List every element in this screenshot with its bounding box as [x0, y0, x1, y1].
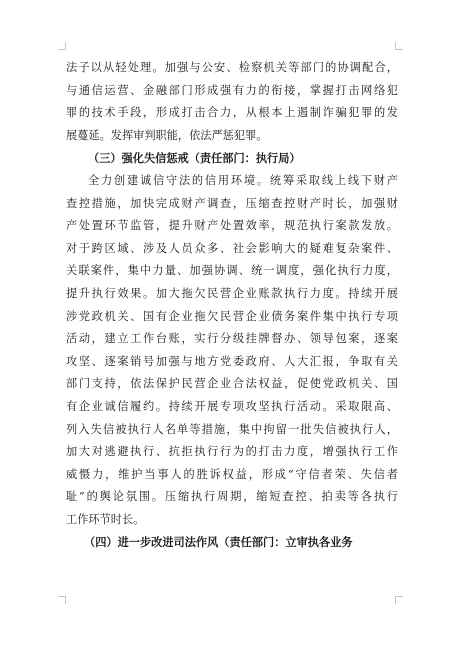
- document-body: [66, 57, 398, 554]
- body-line: 与通信运营、金融部门形成强有力的衔接，掌握打击网络犯: [66, 83, 398, 97]
- body-line: 攻坚、逐案销号加强与地方党委政府、人大汇报，争取有关: [66, 354, 398, 368]
- body-line: 关联案件，集中力量、加强协调、统一调度，强化执行力度，: [66, 264, 398, 278]
- body-line: 工作环节时长。: [66, 512, 145, 526]
- crop-mark-bottom-left: [58, 596, 66, 604]
- body-line: 提升执行效果。加大拖欠民营企业账款执行力度。持续开展: [66, 286, 398, 300]
- crop-mark-bottom-right: [395, 596, 403, 604]
- body-line: 产处置环节监管，提升财产处置效率，规范执行案款发放。: [66, 219, 398, 233]
- body-line: 列入失信被执行人名单等措施，集中拘留一批失信被执行人，: [66, 422, 398, 436]
- body-line: 涉党政机关、国有企业拖欠民营企业债务案件集中执行专项: [66, 309, 398, 323]
- body-line: 耻”的舆论氛围。压缩执行周期，缩短查控、拍卖等各执行: [66, 490, 398, 504]
- section-heading: （三）强化失信惩戒（责任部门：执行局）: [88, 151, 301, 166]
- body-line: 威慑力，维护当事人的胜诉权益，形成“守信者荣、失信者: [66, 467, 398, 481]
- crop-mark-top-left: [58, 42, 66, 50]
- body-line: 展蔓延。发挥审判职能，依法严惩犯罪。: [66, 128, 268, 142]
- section-heading: （四）进一步改进司法作风（责任部门：立审执各业务: [84, 535, 353, 550]
- crop-mark-top-right: [395, 42, 403, 50]
- body-line: 部门支持，依法保护民营企业合法权益，促使党政机关、国: [66, 377, 398, 391]
- body-line: 查控措施，加快完成财产调查，压缩查控财产时长，加强财: [66, 196, 398, 210]
- body-line: 全力创建诚信守法的信用环境。统筹采取线上线下财产: [88, 173, 398, 187]
- body-line: 有企业诚信履约。持续开展专项攻坚执行活动。采取限高、: [66, 399, 398, 413]
- body-line: 活动，建立工作台账，实行分级挂牌督办、领导包案，逐案: [66, 332, 398, 346]
- body-line: 加大对逃避执行、抗拒执行行为的打击力度，增强执行工作: [66, 445, 398, 459]
- body-line: 罪的技术手段，形成打击合力，从根本上遏制诈骗犯罪的发: [66, 106, 398, 120]
- body-line: 对于跨区域、涉及人员众多、社会影响大的疑难复杂案件、: [66, 241, 398, 255]
- body-line: 法子以从轻处理。加强与公安、检察机关等部门的协调配合，: [66, 61, 398, 74]
